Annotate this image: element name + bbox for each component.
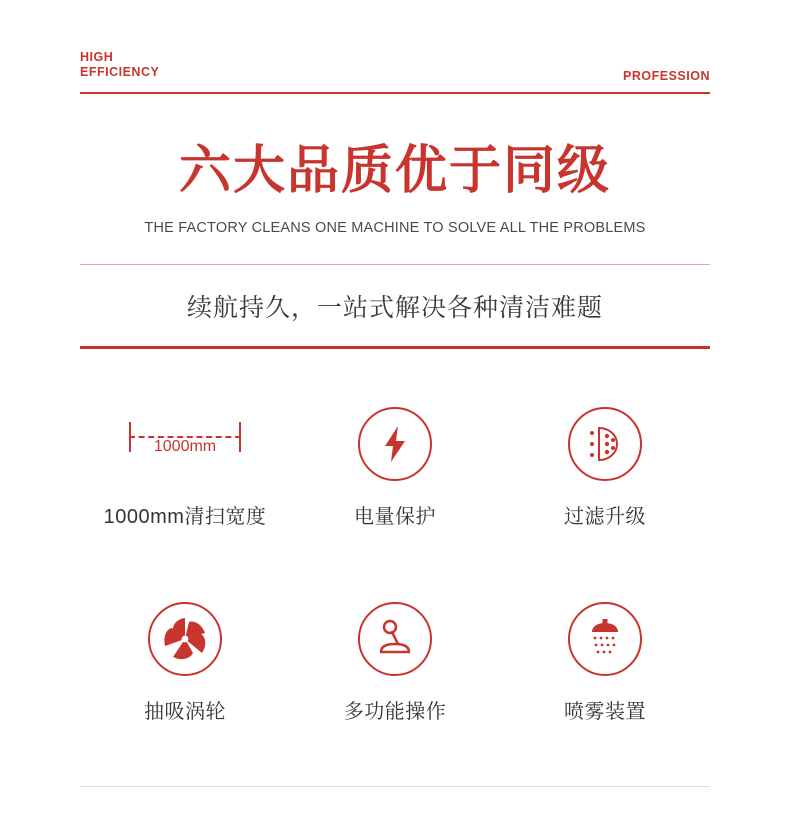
subtitle-divider	[80, 264, 710, 265]
feature-icon-wrap	[290, 591, 500, 687]
feature-icon-wrap	[80, 396, 290, 492]
feature-icon-wrap	[500, 396, 710, 492]
ruler-icon	[129, 420, 241, 468]
feature-label: 过滤升级	[564, 506, 646, 528]
subtitle-english: THE FACTORY CLEANS ONE MACHINE TO SOLVE ALL THE PROBLEMS	[144, 220, 646, 236]
section-divider	[80, 346, 710, 349]
feature-icon-wrap	[290, 396, 500, 492]
footer-divider	[80, 786, 710, 787]
feature-item-spray-device	[500, 591, 710, 724]
feature-item-multifunction-control	[290, 591, 500, 724]
feature-item-battery-protection	[290, 396, 500, 529]
header-left-text	[80, 50, 159, 80]
header-right-text: PROFESSION	[623, 69, 710, 83]
feature-label: 多功能操作	[343, 701, 447, 723]
feature-label: 电量保护	[354, 506, 436, 528]
joystick-icon	[358, 602, 432, 676]
subtitle-chinese: 续航持久，一站式解决各种清洁难题	[186, 294, 603, 322]
spray-nozzle-icon	[568, 602, 642, 676]
lightning-bolt-icon	[358, 407, 432, 481]
turbine-fan-icon	[148, 602, 222, 676]
feature-item-suction-turbine	[80, 591, 290, 724]
header-left-line2: EFFICIENCY	[80, 65, 160, 79]
feature-label: 喷雾装置	[564, 701, 646, 723]
filter-icon	[568, 407, 642, 481]
feature-label: 抽吸涡轮	[144, 701, 226, 723]
feature-icon-wrap	[500, 591, 710, 687]
page-header	[80, 50, 710, 98]
feature-icon-wrap	[80, 591, 290, 687]
feature-label: 1000mm清扫宽度	[103, 506, 267, 528]
header-divider	[80, 92, 710, 94]
feature-grid	[80, 396, 710, 724]
header-left-line1: HIGH	[80, 50, 114, 64]
feature-item-cleaning-width	[80, 396, 290, 529]
feature-item-filter-upgrade	[500, 396, 710, 529]
ruler-icon-label: 1000mm	[153, 438, 217, 455]
page-title: 六大品质优于同级	[178, 142, 611, 200]
